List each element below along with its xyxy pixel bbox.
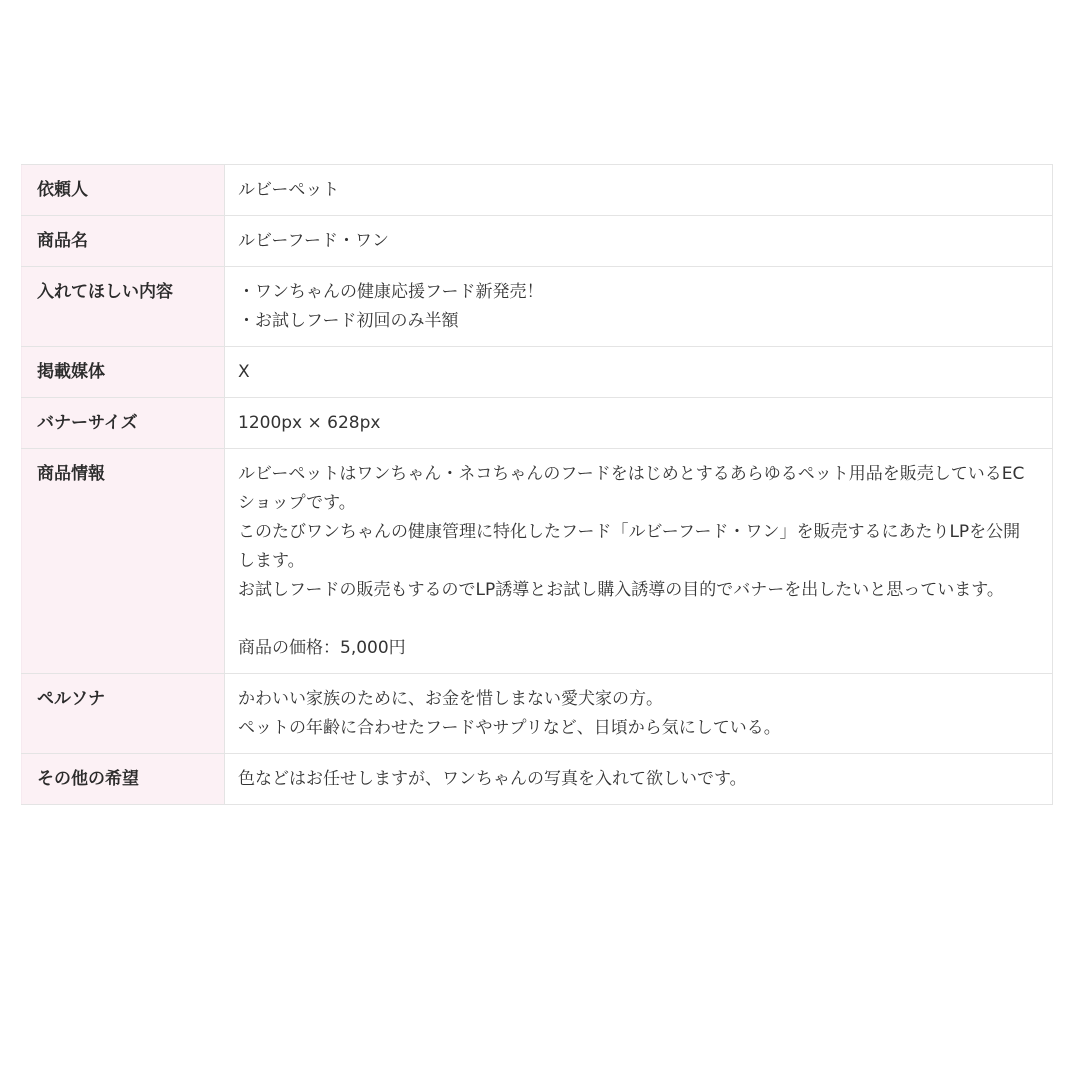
table-row-product-name <box>22 216 1053 267</box>
row-value-banner-size <box>225 398 1053 449</box>
row-value-client <box>225 165 1053 216</box>
row-value-persona <box>225 674 1053 754</box>
row-label-media: 掲載媒体 <box>22 347 225 398</box>
value-line: ルビーフード・ワン <box>238 231 389 251</box>
value-line: ルビーペットはワンちゃん・ネコちゃんのフードをはじめとするあらゆるペット用品を販売しているECショップです。 <box>238 464 1025 513</box>
row-label-product-info: 商品情報 <box>22 449 225 674</box>
row-label-client: 依頼人 <box>22 165 225 216</box>
value-line: ・お試しフード初回のみ半額 <box>238 311 459 331</box>
row-label-product-name: 商品名 <box>22 216 225 267</box>
table-row-persona <box>22 674 1053 754</box>
row-value-media <box>225 347 1053 398</box>
row-value-product-info <box>225 449 1053 674</box>
value-line: X <box>238 362 250 382</box>
value-line: お試しフードの販売もするのでLP誘導とお試し購入誘導の目的でバナーを出したいと思っています。 <box>238 580 1004 600</box>
row-value-content <box>225 267 1053 347</box>
request-brief-table <box>21 164 1053 805</box>
row-value-other-requests <box>225 754 1053 805</box>
table-row-client <box>22 165 1053 216</box>
row-label-content: 入れてほしい内容 <box>22 267 225 347</box>
table-row-banner-size <box>22 398 1053 449</box>
row-label-other-requests: その他の希望 <box>22 754 225 805</box>
value-line: このたびワンちゃんの健康管理に特化したフード「ルビーフード・ワン」を販売するにあたりLPを公開します。 <box>238 522 1021 571</box>
blank-line <box>238 605 1032 634</box>
row-value-product-name <box>225 216 1053 267</box>
table-row-media <box>22 347 1053 398</box>
value-line: 商品の価格：5,000円 <box>238 638 406 658</box>
row-label-banner-size: バナーサイズ <box>22 398 225 449</box>
value-line: かわいい家族のために、お金を惜しまない愛犬家の方。 <box>238 689 663 709</box>
table-row-content <box>22 267 1053 347</box>
value-line: 1200px × 628px <box>238 413 381 433</box>
table-row-other-requests <box>22 754 1053 805</box>
value-line: 色などはお任せしますが、ワンちゃんの写真を入れて欲しいです。 <box>238 769 747 789</box>
table-row-product-info <box>22 449 1053 674</box>
value-line: ペットの年齢に合わせたフードやサプリなど、日頃から気にしている。 <box>238 718 781 738</box>
value-line: ・ワンちゃんの健康応援フード新発売！ <box>238 282 544 302</box>
value-line: ルビーペット <box>238 180 340 200</box>
row-label-persona: ペルソナ <box>22 674 225 754</box>
